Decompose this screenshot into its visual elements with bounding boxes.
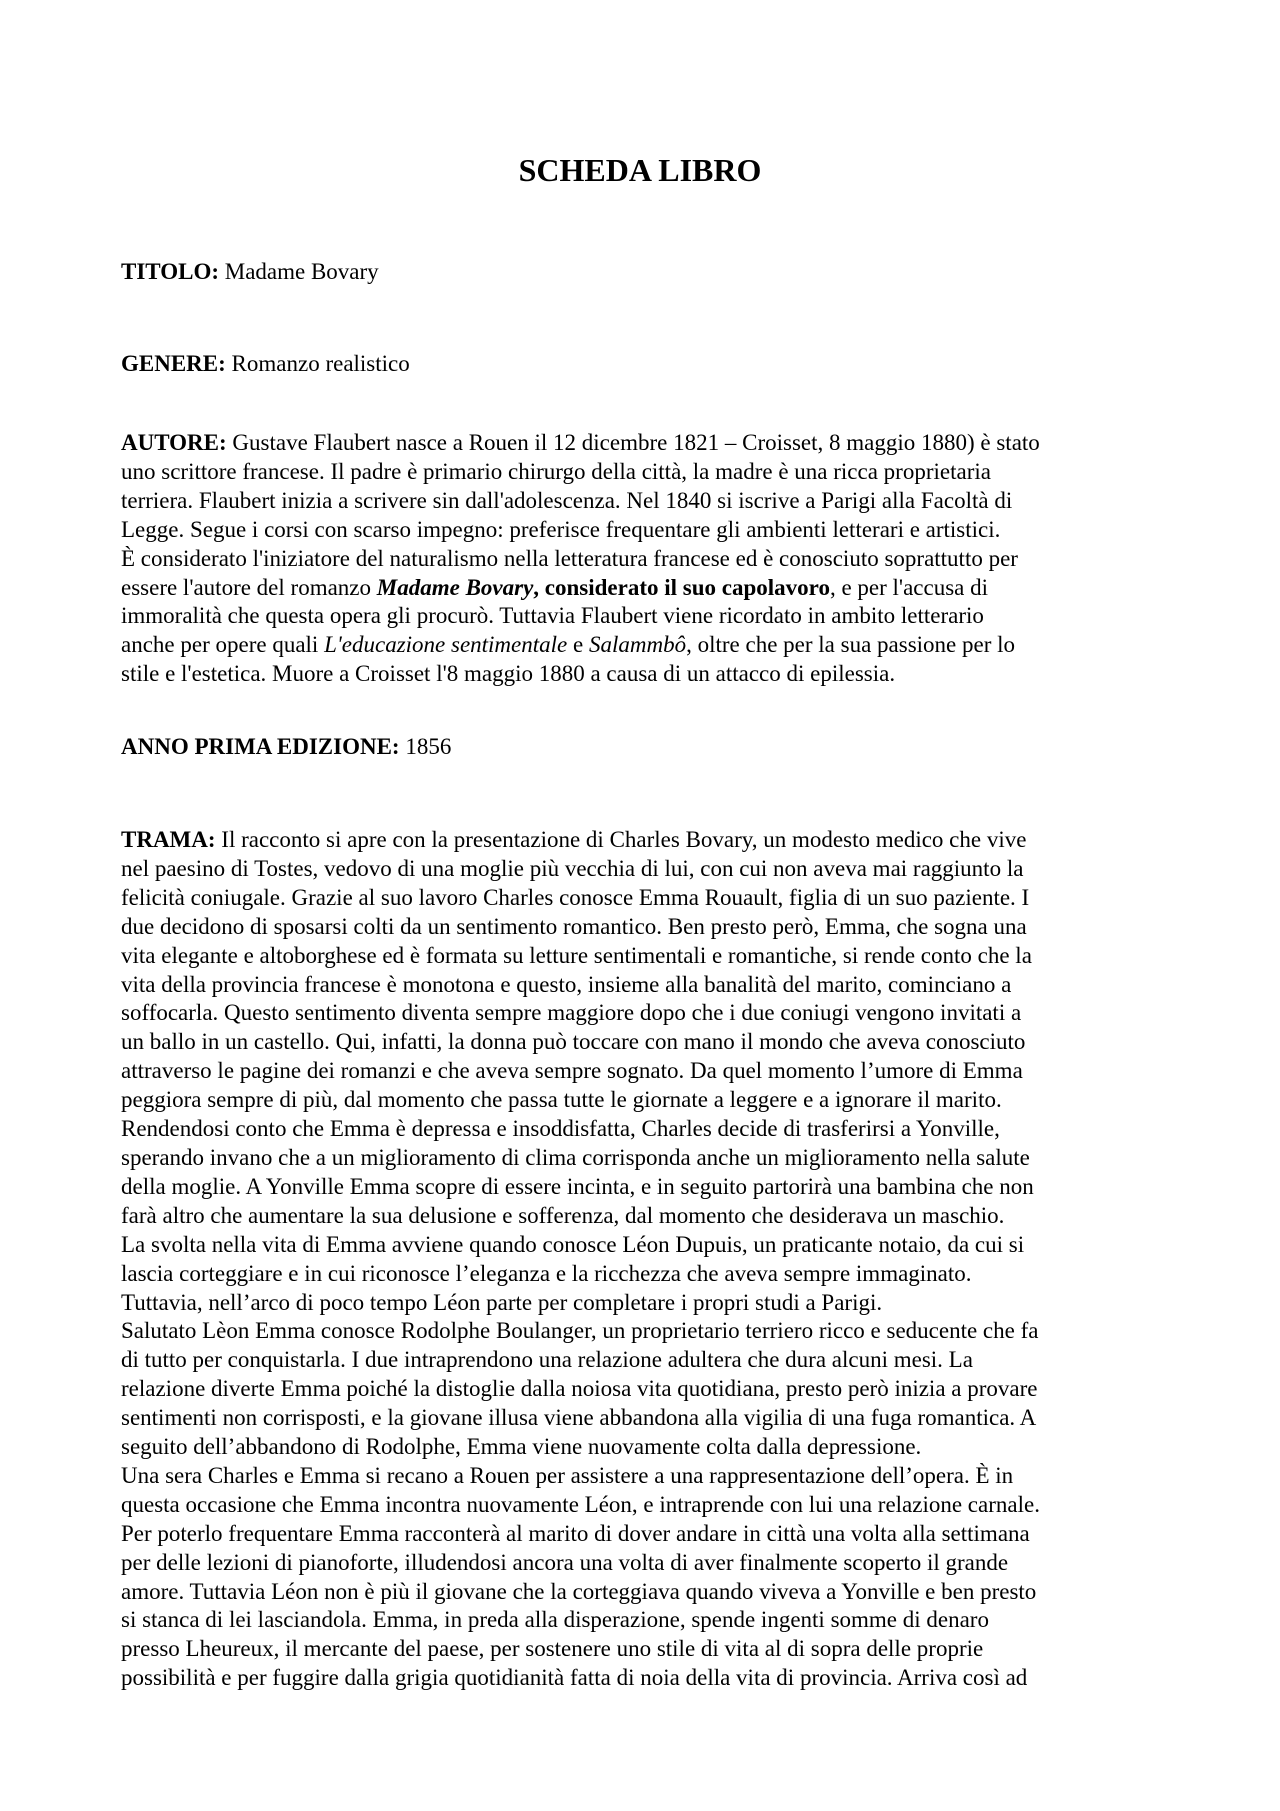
trama-line: nel paesino di Tostes, vedovo di una moglie più vecchia di lui, con cui non aveva mai raggiunto la [121, 855, 1024, 881]
autore-text: e [567, 632, 589, 658]
autore-line [121, 574, 1171, 603]
autore-text: essere l'autore del romanzo [121, 574, 377, 600]
autore-text: , e per l'accusa di [829, 574, 988, 600]
page-title: SCHEDA LIBRO [518, 152, 762, 188]
trama-line: felicità coniugale. Grazie al suo lavoro Charles conosce Emma Rouault, figlia di un suo paziente. I [121, 884, 1030, 910]
autore-line: Legge. Segue i corsi con scarso impegno: preferisce frequentare gli ambienti letterari e artistici. [121, 516, 1001, 542]
titolo-label: TITOLO: [121, 259, 219, 284]
trama-line: peggiora sempre di più, dal momento che passa tutte le giornate a leggere e a ignorare il marito. [121, 1087, 1002, 1113]
titolo-field [121, 258, 1171, 287]
autore-text: anche per opere quali [121, 632, 325, 658]
trama-line: possibilità e per fuggire dalla grigia quotidianità fatta di noia della vita di provincia. Arriva così ad [121, 1665, 1028, 1691]
trama-line: Salutato Lèon Emma conosce Rodolphe Boulanger, un proprietario terriero ricco e seducente che fa [121, 1318, 1039, 1344]
trama-line: della moglie. A Yonville Emma scopre di essere incinta, e in seguito partorirà una bambina che non [121, 1173, 1034, 1199]
trama-line: lascia corteggiare e in cui riconosce l’eleganza e la ricchezza che aveva sempre immaginato. [121, 1260, 972, 1286]
trama-line: Una sera Charles e Emma si recano a Rouen per assistere a una rappresentazione dell’opera. È in [121, 1462, 1014, 1488]
trama-line: di tutto per conquistarla. I due intraprendono una relazione adultera che dura alcuni mesi. La [121, 1347, 973, 1373]
genere-label: GENERE: [121, 351, 226, 376]
titolo-value: Madame Bovary [219, 259, 379, 284]
autore-line: terriera. Flaubert inizia a scrivere sin dall'adolescenza. Nel 1840 si iscrive a Parigi alla Facoltà di [121, 487, 1013, 513]
work-title-educazione: L'educazione sentimentale [324, 632, 568, 658]
trama-label: TRAMA: [121, 827, 216, 852]
trama-line: farà altro che aumentare la sua delusione e sofferenza, dal momento che desiderava un maschio. [121, 1202, 1005, 1228]
trama-line: questa occasione che Emma incontra nuovamente Léon, e intraprende con lui una relazione carnale. [121, 1491, 1040, 1517]
work-title-salammbo: Salammbô [588, 632, 687, 658]
trama-line: per delle lezioni di pianoforte, illudendosi ancora una volta di aver finalmente scoperto il grande [121, 1549, 1009, 1575]
anno-value: 1856 [399, 734, 452, 759]
autore-paragraph [121, 429, 1171, 689]
autore-line: È considerato l'iniziatore del naturalismo nella letteratura francese ed è conosciuto soprattutto per [121, 545, 1018, 571]
trama-line: Tuttavia, nell’arco di poco tempo Léon parte per completare i propri studi a Parigi. [121, 1289, 883, 1315]
trama-line: vita della provincia francese è monotona e questo, insieme alla banalità del marito, cominciano a [121, 971, 1012, 997]
trama-line: sentimenti non corrisposti, e la giovane illusa viene abbandona alla vigilia di una fuga romantica. A [121, 1405, 1037, 1431]
anno-field [121, 733, 1171, 762]
autore-line [121, 429, 1171, 458]
trama-line: soffocarla. Questo sentimento diventa sempre maggiore dopo che i due coniugi vengono invitati a [121, 1000, 1022, 1026]
trama-paragraph [121, 826, 1171, 1693]
autore-line: immoralità che questa opera gli procurò. Tuttavia Flaubert viene ricordato in ambito letterario [121, 603, 984, 629]
trama-line: La svolta nella vita di Emma avviene quando conosce Léon Dupuis, un praticante notaio, da cui si [121, 1231, 1025, 1257]
autore-line [121, 631, 1171, 660]
trama-line [121, 826, 1171, 855]
trama-line: due decidono di sposarsi colti da un sentimento romantico. Ben presto però, Emma, che sogna una [121, 913, 1027, 939]
trama-line: Rendendosi conto che Emma è depressa e insoddisfatta, Charles decide di trasferirsi a Yonville, [121, 1116, 1000, 1142]
trama-line: sperando invano che a un miglioramento di clima corrisponda anche un miglioramento nella salute [121, 1144, 1030, 1170]
autore-line: uno scrittore francese. Il padre è primario chirurgo della città, la madre è una ricca proprietaria [121, 458, 991, 484]
autore-text: Gustave Flaubert nasce a Rouen il 12 dicembre 1821 – Croisset, 8 maggio 1880) è stato [226, 430, 1040, 455]
trama-line: seguito dell’abbandono di Rodolphe, Emma viene nuovamente colta dalla depressione. [121, 1434, 922, 1460]
anno-label: ANNO PRIMA EDIZIONE: [121, 734, 400, 759]
trama-line: relazione diverte Emma poiché la distoglie dalla noiosa vita quotidiana, presto però inizia a provare [121, 1376, 1038, 1402]
trama-line: un ballo in un castello. Qui, infatti, la donna può toccare con mano il mondo che aveva conosciuto [121, 1029, 1026, 1055]
trama-line: si stanca di lei lasciandola. Emma, in preda alla disperazione, spende ingenti somme di denaro [121, 1607, 989, 1633]
autore-text: , oltre che per la sua passione per lo [686, 632, 1016, 658]
autore-emphasis: , considerato il suo capolavoro [533, 574, 830, 600]
trama-line: Per poterlo frequentare Emma racconterà al marito di dover andare in città una volta alla settimana [121, 1520, 1030, 1546]
genere-field [121, 350, 1171, 379]
trama-text: Il racconto si apre con la presentazione di Charles Bovary, un modesto medico che vive [215, 827, 1027, 852]
autore-line: stile e l'estetica. Muore a Croisset l'8 maggio 1880 a causa di un attacco di epilessia. [121, 661, 896, 687]
work-title-madame-bovary: Madame Bovary [376, 574, 534, 600]
genere-value: Romanzo realistico [225, 351, 410, 376]
trama-line: presso Lheureux, il mercante del paese, per sostenere uno stile di vita al di sopra delle proprie [121, 1636, 984, 1662]
autore-label: AUTORE: [121, 430, 227, 455]
trama-line: attraverso le pagine dei romanzi e che aveva sempre sognato. Da quel momento l’umore di Emma [121, 1058, 1023, 1084]
trama-line: vita elegante e altoborghese ed è formata su letture sentimentali e romantiche, si rende conto che la [121, 942, 1032, 968]
trama-line: amore. Tuttavia Léon non è più il giovane che la corteggiava quando viveva a Yonville e ben presto [121, 1578, 1037, 1604]
